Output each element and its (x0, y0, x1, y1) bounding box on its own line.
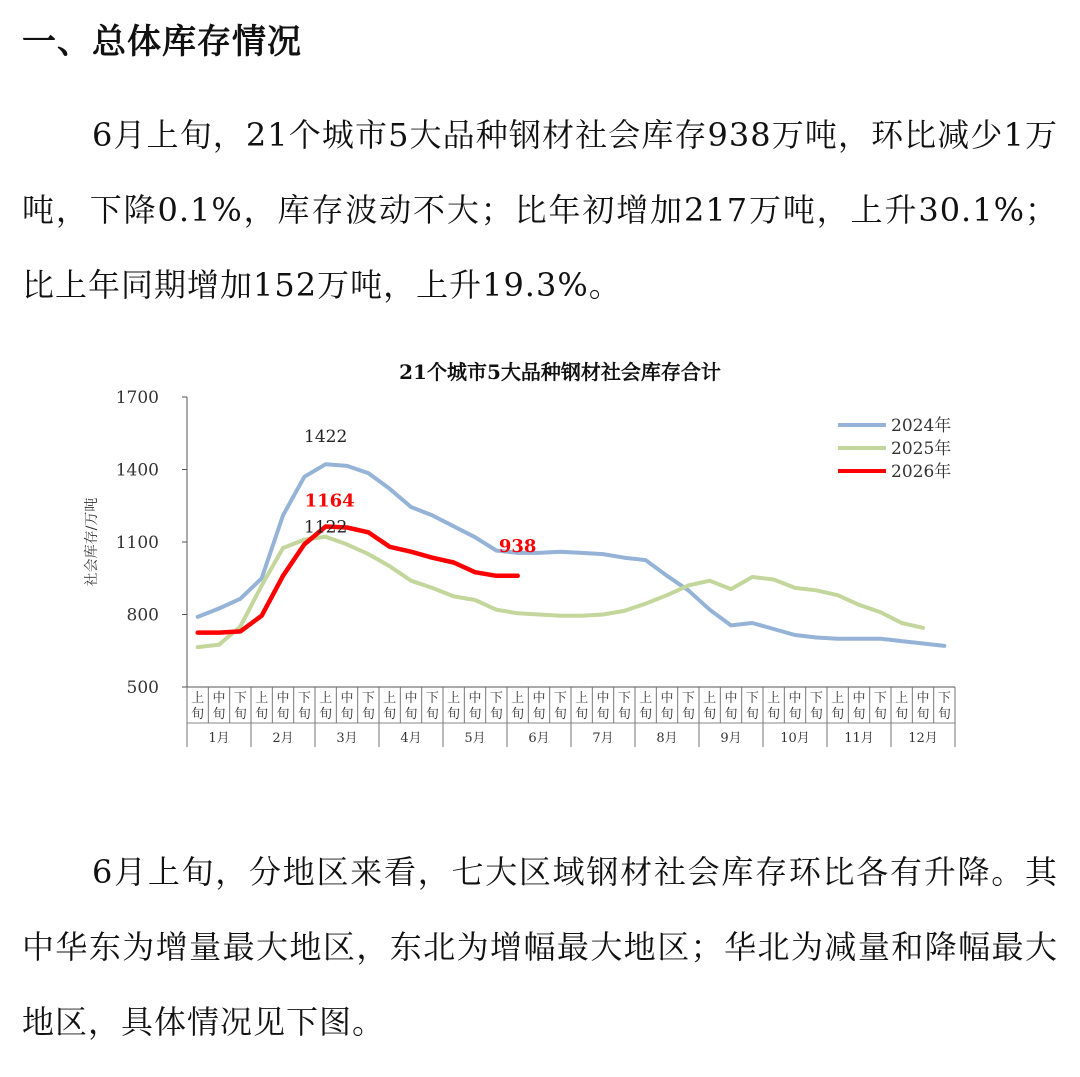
x-decade-label: 下 (809, 691, 823, 706)
x-decade-suffix: 旬 (703, 707, 717, 722)
y-tick-label: 800 (126, 605, 159, 626)
x-decade-suffix: 旬 (831, 707, 845, 722)
x-decade-label: 上 (319, 691, 333, 706)
x-decade-label: 下 (745, 691, 759, 706)
x-decade-suffix: 旬 (297, 707, 311, 722)
chart-y-axis-label: 社会库存/万吨 (84, 497, 100, 587)
x-decade-suffix: 旬 (745, 707, 759, 722)
x-month-label: 3月 (336, 731, 358, 746)
x-month-label: 2月 (272, 731, 294, 746)
x-decade-label: 中 (404, 691, 418, 706)
x-decade-suffix: 旬 (596, 707, 610, 722)
x-month-label: 7月 (592, 731, 614, 746)
x-decade-suffix: 旬 (191, 707, 205, 722)
x-decade-suffix: 旬 (809, 707, 823, 722)
x-decade-label: 下 (489, 691, 503, 706)
x-decade-suffix: 旬 (639, 707, 653, 722)
x-decade-suffix: 旬 (617, 707, 631, 722)
x-decade-suffix: 旬 (660, 707, 674, 722)
x-decade-label: 上 (639, 691, 653, 706)
x-month-label: 5月 (464, 731, 486, 746)
x-decade-label: 中 (596, 691, 610, 706)
x-decade-suffix: 旬 (724, 707, 738, 722)
x-decade-label: 中 (468, 691, 482, 706)
x-decade-suffix: 旬 (553, 707, 567, 722)
x-decade-suffix: 旬 (468, 707, 482, 722)
x-decade-label: 下 (425, 691, 439, 706)
legend-label-3: 2026年 (891, 462, 952, 482)
x-decade-suffix: 旬 (511, 707, 525, 722)
x-decade-label: 下 (873, 691, 887, 706)
x-decade-label: 中 (276, 691, 290, 706)
x-decade-label: 上 (447, 691, 461, 706)
x-decade-suffix: 旬 (425, 707, 439, 722)
regional-inventory-paragraph: 6月上旬，分地区来看，七大区域钢材社会库存环比各有升降。其中华东为增量最大地区，东北为增幅最大地区；华北为减量和降幅最大地区，具体情况见下图。 (22, 853, 1058, 1041)
data-label: 938 (498, 535, 537, 557)
x-decade-suffix: 旬 (447, 707, 461, 722)
x-decade-suffix: 旬 (681, 707, 695, 722)
x-decade-suffix: 旬 (852, 707, 866, 722)
x-decade-label: 中 (724, 691, 738, 706)
x-decade-label: 中 (340, 691, 354, 706)
x-decade-label: 上 (383, 691, 397, 706)
x-decade-suffix: 旬 (319, 707, 333, 722)
x-decade-suffix: 旬 (788, 707, 802, 722)
x-month-label: 11月 (844, 731, 874, 746)
y-tick-label: 1100 (115, 533, 159, 553)
x-decade-suffix: 旬 (532, 707, 546, 722)
data-label: 1422 (304, 427, 348, 448)
x-decade-label: 上 (255, 691, 269, 706)
x-decade-label: 上 (831, 691, 845, 706)
x-month-label: 8月 (656, 731, 678, 746)
x-decade-label: 上 (895, 691, 909, 706)
section-heading: 一、总体库存情况 (22, 22, 302, 62)
data-label: 1164 (304, 490, 355, 512)
x-decade-label: 中 (532, 691, 546, 706)
x-decade-label: 上 (511, 691, 525, 706)
x-month-label: 6月 (528, 731, 550, 746)
x-month-label: 9月 (720, 731, 742, 746)
legend-label-1: 2024年 (891, 416, 952, 436)
x-month-label: 4月 (400, 731, 422, 746)
x-decade-label: 下 (617, 691, 631, 706)
x-decade-label: 中 (916, 691, 930, 706)
x-decade-suffix: 旬 (383, 707, 397, 722)
inventory-line-chart (0, 345, 1080, 755)
x-decade-label: 中 (212, 691, 226, 706)
x-decade-label: 上 (703, 691, 717, 706)
x-decade-suffix: 旬 (361, 707, 375, 722)
x-decade-label: 下 (681, 691, 695, 706)
x-decade-suffix: 旬 (489, 707, 503, 722)
x-decade-label: 下 (553, 691, 567, 706)
y-tick-label: 1700 (115, 388, 159, 408)
inventory-summary-paragraph: 6月上旬，21个城市5大品种钢材社会库存938万吨，环比减少1万吨，下降0.1%，库存波动不大；比年初增加217万吨，上升30.1%；比上年同期增加152万吨，上升19.3%。 (22, 116, 1058, 304)
x-decade-suffix: 旬 (895, 707, 909, 722)
x-decade-suffix: 旬 (212, 707, 226, 722)
x-decade-label: 中 (852, 691, 866, 706)
x-month-label: 1月 (208, 731, 230, 746)
chart-title: 21个城市5大品种钢材社会库存合计 (399, 360, 721, 384)
x-decade-label: 下 (297, 691, 311, 706)
x-decade-label: 下 (937, 691, 951, 706)
x-decade-suffix: 旬 (767, 707, 781, 722)
x-decade-label: 下 (233, 691, 247, 706)
data-label: 1122 (304, 517, 348, 538)
x-decade-suffix: 旬 (276, 707, 290, 722)
x-decade-label: 中 (788, 691, 802, 706)
x-decade-label: 下 (361, 691, 375, 706)
x-decade-suffix: 旬 (916, 707, 930, 722)
x-decade-suffix: 旬 (575, 707, 589, 722)
x-decade-suffix: 旬 (404, 707, 418, 722)
x-decade-suffix: 旬 (255, 707, 269, 722)
x-decade-suffix: 旬 (937, 707, 951, 722)
legend-label-2: 2025年 (891, 439, 952, 459)
x-decade-label: 中 (660, 691, 674, 706)
x-decade-label: 上 (191, 691, 205, 706)
y-tick-label: 1400 (115, 460, 159, 481)
x-month-label: 12月 (908, 731, 938, 746)
y-tick-label: 500 (126, 678, 159, 698)
x-decade-label: 上 (767, 691, 781, 706)
x-decade-suffix: 旬 (233, 707, 247, 722)
x-decade-suffix: 旬 (340, 707, 354, 722)
x-month-label: 10月 (780, 731, 810, 746)
x-decade-suffix: 旬 (873, 707, 887, 722)
x-decade-label: 上 (575, 691, 589, 706)
